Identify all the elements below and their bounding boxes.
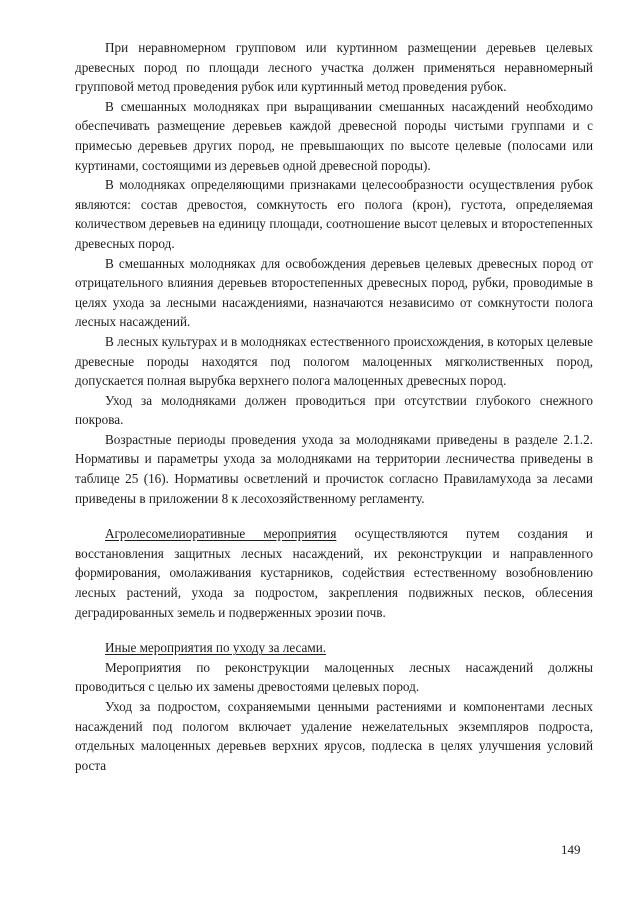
page-number: 149 <box>561 842 581 857</box>
paragraph-age-periods: Возрастные периоды проведения ухода за молодняками приведены в разделе 2.1.2. Нормативы и параметры ухода за молодняками на территории лесничества приведены в таблице 25 (16). Нормативы осветлений и прочисток согласно Правиламухода за лесами приведены в приложении 8 к лесохозяйственному регламенту. <box>75 431 593 506</box>
paragraph-snow-cover: Уход за молодняками должен проводиться при отсутствии глубокого снежного покрова. <box>75 392 593 428</box>
other-measures-heading: Иные мероприятия по уходу за лесами. <box>105 640 327 656</box>
section-spacer <box>75 622 593 638</box>
paragraph-group-placement: При неравномерном групповом или куртинном размещении деревьев целевых древесных пород по площади лесного участка должен применяться неравномерный групповой метод проведения рубок или куртинный метод проведения рубок. <box>75 40 593 95</box>
paragraph-undergrowth-care: Уход за подростом, сохраняемыми ценными растениями и компонентами лесных насаждений под пологом включает удаление нежелательных экземпляров подроста, отдельных малоценных деревьев верхних ярусов, подлеска в целях улучшения условий роста <box>75 699 593 773</box>
section-spacer <box>75 508 593 524</box>
paragraph-defining-features: В молодняках определяющими признаками целесообразности осуществления рубок являются: состав древостоя, сомкнутость его полога (крон), густота, определяемая количеством деревьев на единицу площади, соотношение высот целевых и второстепенных древесных пород. <box>75 177 593 251</box>
paragraph-release-cutting: В смешанных молодняках для освобождения деревьев целевых древесных пород от отрицательного влияния деревьев второстепенных древесных пород, рубки, проводимые в целях ухода за лесными насаждениями, назначаются независимо от сомкнутости полога лесных насаждений. <box>75 255 593 330</box>
paragraph-forest-cultures: В лесных культурах и в молодняках естественного происхождения, в которых целевые древесные породы находятся под пологом малоценных мягколиственных пород, допускается полная вырубка верхнего полога малоценных древесных пород. <box>75 333 593 389</box>
paragraph-mixed-young-stands: В смешанных молодняках при выращивании смешанных насаждений необходимо обеспечивать размещение деревьев каждой древесной породы чистыми группами и с примесью деревьев других пород, не превышающих по высоте целевые (полосами или куртинами, состоящими из деревьев одной древесной породы). <box>75 98 593 173</box>
paragraph-agroforestry: Агролесомелиоративные мероприятия осуществляются путем создания и восстановления защитных лесных насаждений, их реконструкции и направленного формирования, омолаживания кустарников, содействия естественному возобновлению лесных растений, ухода за подростом, закрепления подвижных песков, облесения деградированных земель и подверженных эрозии почв. <box>75 526 593 620</box>
agroforestry-heading: Агролесомелиоративные мероприятия <box>105 526 337 542</box>
body-text <box>75 38 593 775</box>
paragraph-other-measures-heading <box>75 638 593 658</box>
paragraph-reconstruction: Мероприятия по реконструкции малоценных лесных насаждений должны проводиться с целью их замены древостоями целевых пород. <box>75 659 593 695</box>
